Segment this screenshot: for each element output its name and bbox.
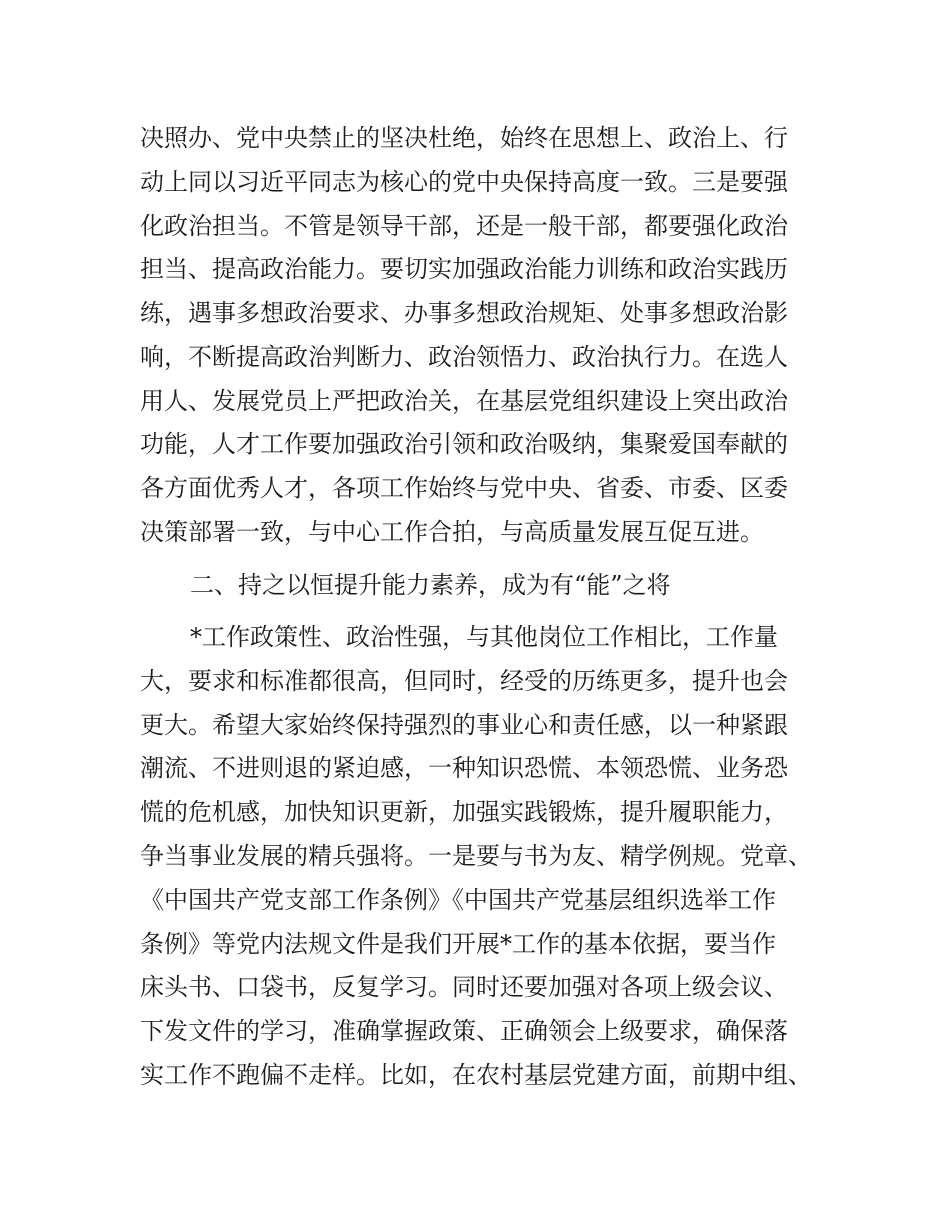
text-line: 条例》等党内法规文件是我们开展*工作的基本依据，要当作 [140, 930, 776, 958]
text-line: 争当事业发展的精兵强将。一是要与书为友、精学例规。党章、 [140, 842, 812, 870]
text-line: 功能，人才工作要加强政治引领和政治吸纳，集聚爱国奉献的 [140, 430, 788, 458]
text-line: 下发文件的学习，准确掌握政策、正确领会上级要求，确保落 [140, 1017, 788, 1045]
text-line: 各方面优秀人才，各项工作始终与党中央、省委、市委、区委 [140, 474, 788, 502]
text-line: 决策部署一致，与中心工作合拍，与高质量发展互促互进。 [140, 518, 764, 546]
text-line: *工作政策性、政治性强，与其他岗位工作相比，工作量 [190, 623, 778, 651]
text-line: 决照办、党中央禁止的坚决杜绝，始终在思想上、政治上、行 [140, 124, 788, 152]
text-line: 潮流、不进则退的紧迫感，一种知识恐慌、本领恐慌、业务恐 [140, 754, 788, 782]
text-line: 化政治担当。不管是领导干部，还是一般干部，都要强化政治 [140, 212, 788, 240]
text-line: 实工作不跑偏不走样。比如，在农村基层党建方面，前期中组、 [140, 1061, 812, 1089]
text-line: 《中国共产党支部工作条例》《中国共产党基层组织选举工作 [140, 886, 776, 914]
text-line: 动上同以习近平同志为核心的党中央保持高度一致。三是要强 [140, 168, 788, 196]
text-line: 担当、提高政治能力。要切实加强政治能力训练和政治实践历 [140, 255, 788, 283]
text-line: 慌的危机感，加快知识更新，加强实践锻炼，提升履职能力， [140, 798, 788, 826]
text-line: 大，要求和标准都很高，但同时，经受的历练更多，提升也会 [140, 667, 788, 695]
text-line: 床头书、口袋书，反复学习。同时还要加强对各项上级会议、 [140, 973, 788, 1001]
text-line: 响，不断提高政治判断力、政治领悟力、政治执行力。在选人 [140, 343, 788, 371]
text-line: 用人、发展党员上严把政治关，在基层党组织建设上突出政治 [140, 387, 788, 415]
section-heading: 二、持之以恒提升能力素养，成为有“能”之将 [190, 571, 671, 599]
text-line: 练，遇事多想政治要求、办事多想政治规矩、处事多想政治影 [140, 299, 788, 327]
text-line: 更大。希望大家始终保持强烈的事业心和责任感，以一种紧跟 [140, 711, 788, 739]
